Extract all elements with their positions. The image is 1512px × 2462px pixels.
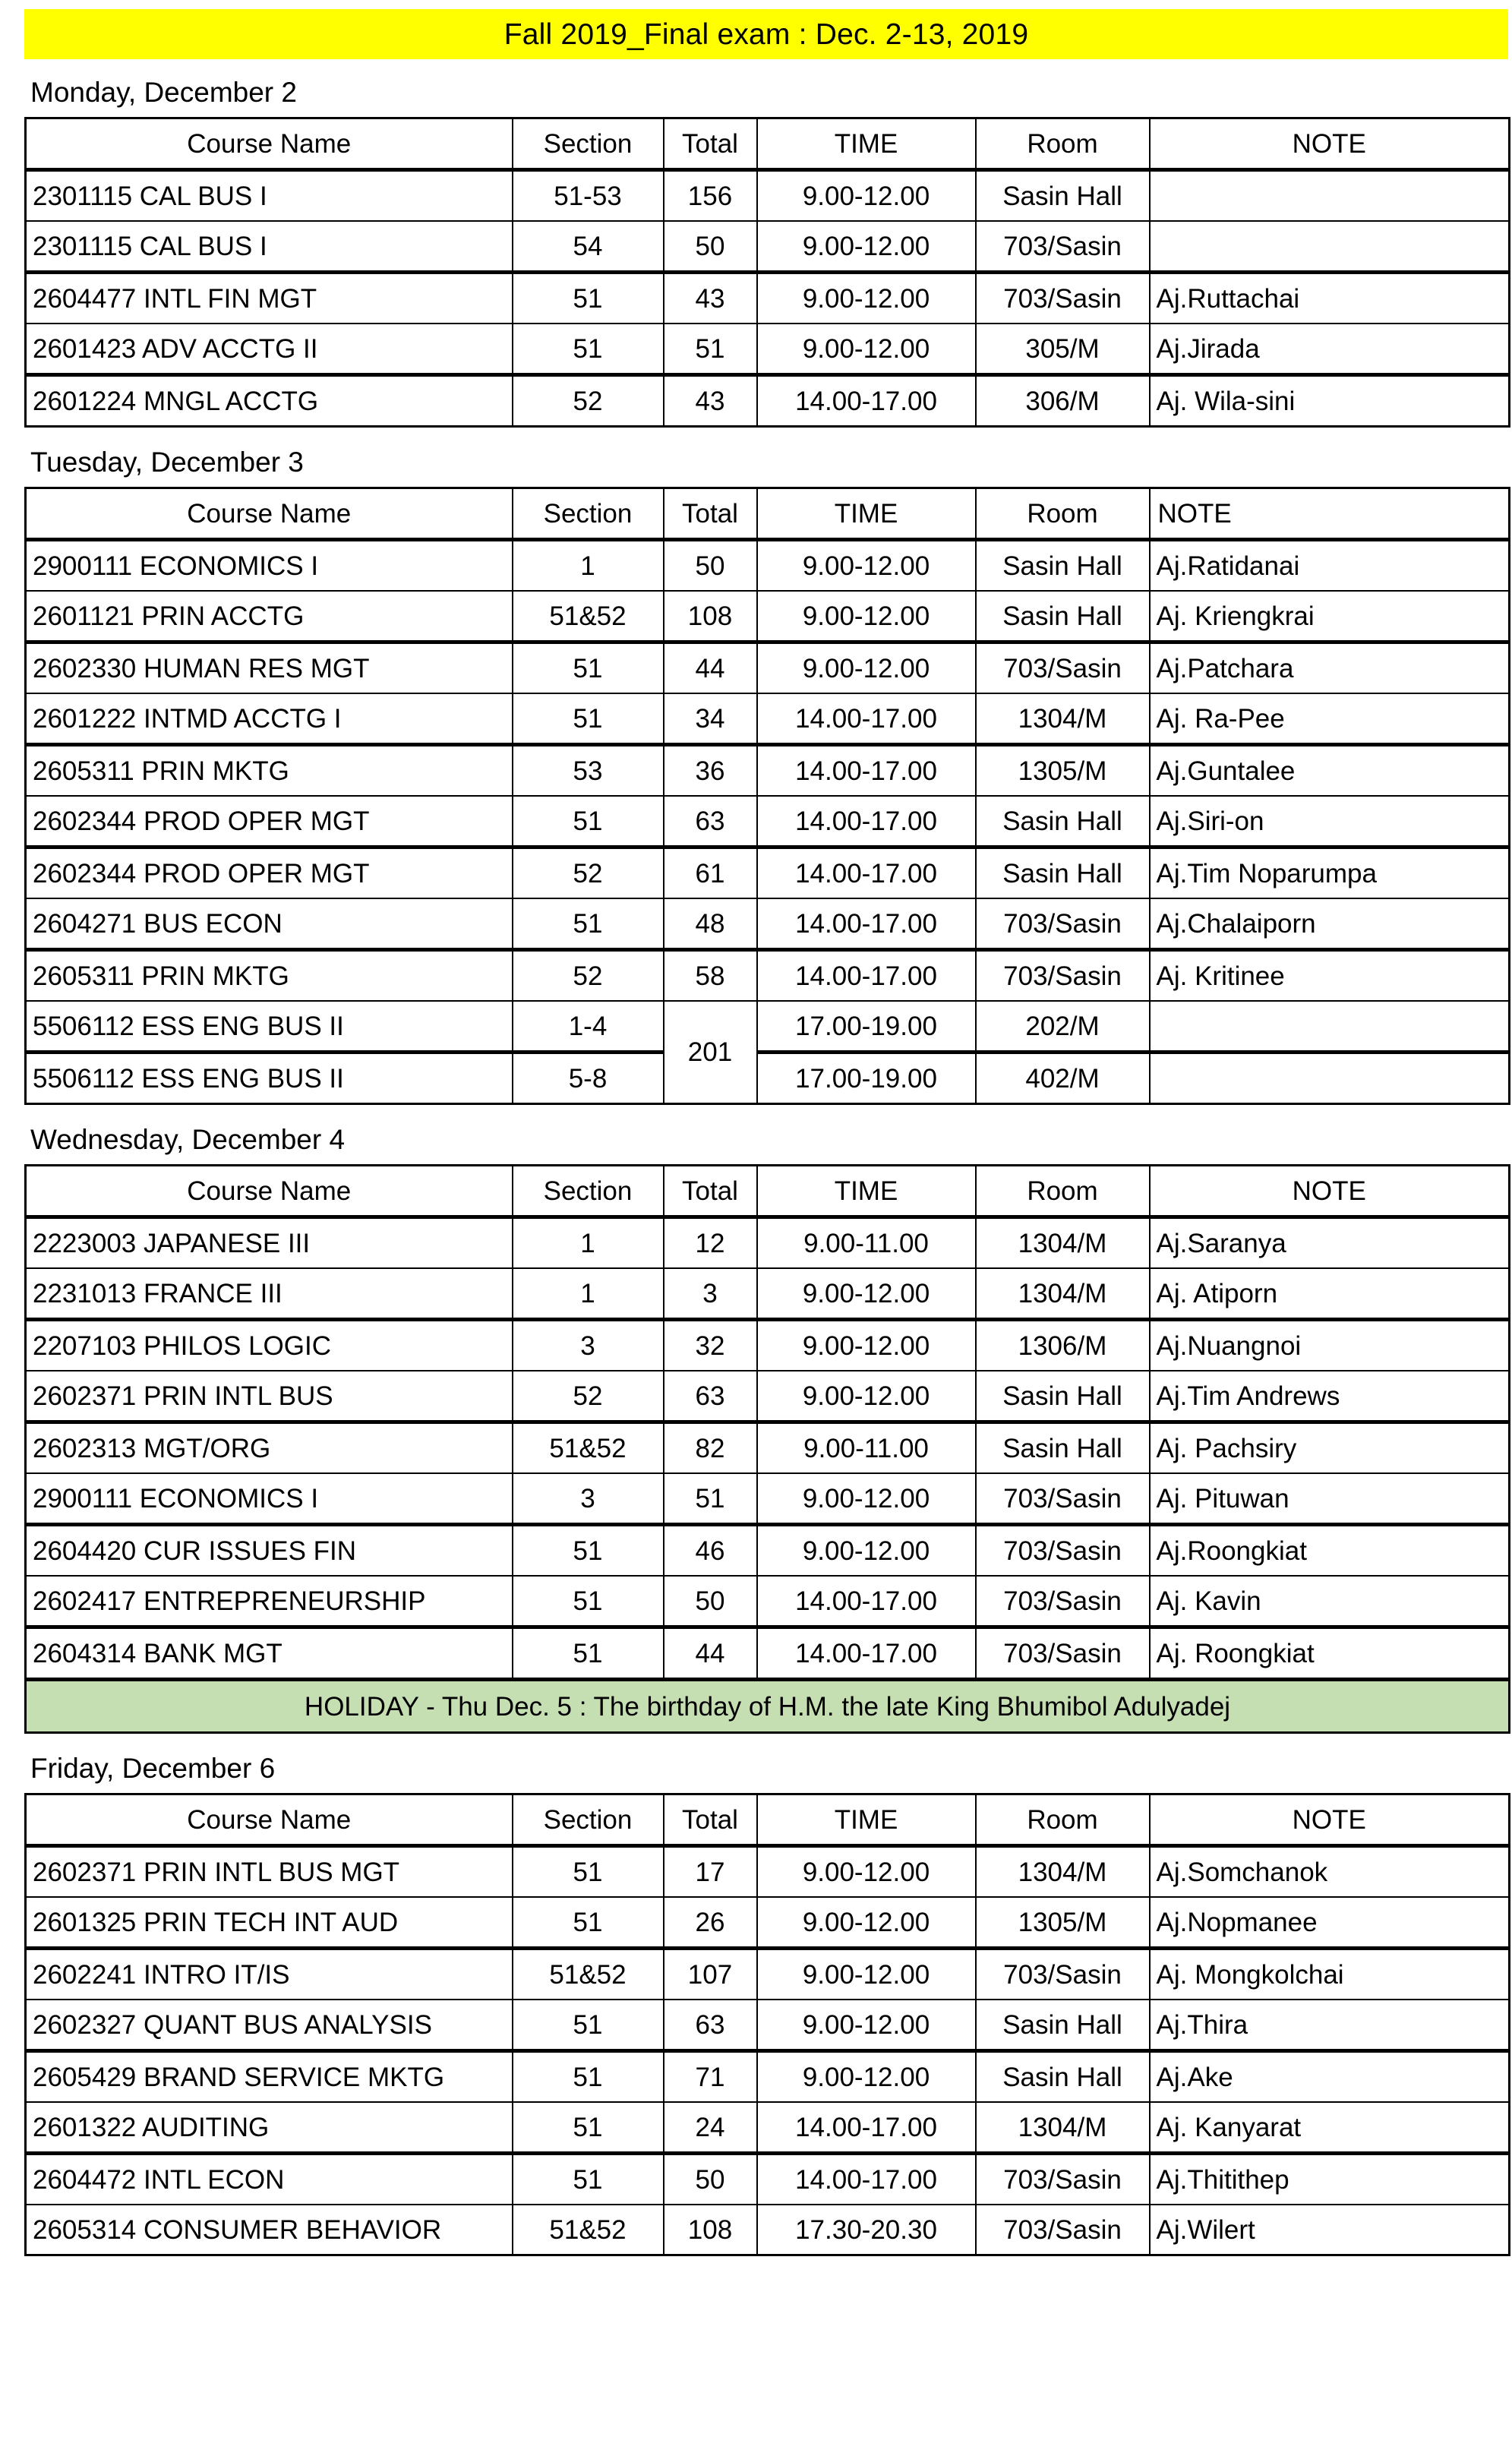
table-row [26, 591, 1510, 642]
cell-time: 9.00-12.00 [757, 1473, 976, 1525]
cell-note [1150, 1053, 1510, 1104]
cell-room: Sasin Hall [976, 2051, 1150, 2103]
cell-course: 2605311 PRIN MKTG [26, 950, 513, 1002]
table-row [26, 2102, 1510, 2154]
cell-total: 108 [664, 591, 757, 642]
document-title-banner [24, 9, 1508, 59]
cell-time: 9.00-12.00 [757, 642, 976, 694]
cell-total: 63 [664, 2000, 757, 2051]
cell-total: 43 [664, 273, 757, 324]
cell-total: 44 [664, 642, 757, 694]
cell-course: 5506112 ESS ENG BUS II [26, 1001, 513, 1053]
cell-note: Aj. Wila-sini [1150, 375, 1510, 427]
day-heading: Monday, December 2 [30, 77, 297, 108]
cell-note: Aj.Patchara [1150, 642, 1510, 694]
cell-section: 3 [513, 1473, 664, 1525]
cell-course: 2602344 PROD OPER MGT [26, 847, 513, 899]
cell-time: 14.00-17.00 [757, 1627, 976, 1680]
cell-time: 9.00-12.00 [757, 170, 976, 222]
cell-total: 43 [664, 375, 757, 427]
cell-course: 2602313 MGT/ORG [26, 1422, 513, 1474]
cell-note: Aj.Ake [1150, 2051, 1510, 2103]
cell-course: 2604477 INTL FIN MGT [26, 273, 513, 324]
cell-time: 14.00-17.00 [757, 898, 976, 950]
cell-time: 9.00-12.00 [757, 2051, 976, 2103]
cell-time: 9.00-12.00 [757, 2000, 976, 2051]
column-header-room: Room [976, 1794, 1150, 1846]
cell-section: 51 [513, 796, 664, 847]
cell-section: 51 [513, 1897, 664, 1949]
table-row [26, 796, 1510, 847]
cell-total: 58 [664, 950, 757, 1002]
cell-room: Sasin Hall [976, 2000, 1150, 2051]
column-header-total: Total [664, 118, 757, 170]
cell-section: 1 [513, 540, 664, 592]
table-row [26, 1473, 1510, 1525]
cell-course: 2601322 AUDITING [26, 2102, 513, 2154]
cell-time: 9.00-12.00 [757, 324, 976, 375]
cell-time: 14.00-17.00 [757, 375, 976, 427]
holiday-notice: HOLIDAY - Thu Dec. 5 : The birthday of H.M. the late King Bhumibol Adulyadej [26, 1680, 1510, 1733]
cell-room: 703/Sasin [976, 1473, 1150, 1525]
cell-course: 2223003 JAPANESE III [26, 1217, 513, 1269]
cell-total: 82 [664, 1422, 757, 1474]
cell-time: 17.30-20.30 [757, 2205, 976, 2255]
cell-room: Sasin Hall [976, 796, 1150, 847]
cell-total: 3 [664, 1268, 757, 1320]
column-header-note: NOTE [1150, 1166, 1510, 1217]
cell-course: 2301115 CAL BUS I [26, 170, 513, 222]
table-row [26, 375, 1510, 427]
cell-section: 51 [513, 1576, 664, 1627]
cell-total: 32 [664, 1320, 757, 1371]
cell-note: Aj.Ruttachai [1150, 273, 1510, 324]
table-row [26, 642, 1510, 694]
cell-time: 14.00-17.00 [757, 2102, 976, 2154]
cell-time: 14.00-17.00 [757, 847, 976, 899]
cell-room: 703/Sasin [976, 950, 1150, 1002]
column-header-total: Total [664, 1166, 757, 1217]
cell-time: 9.00-11.00 [757, 1217, 976, 1269]
cell-section: 54 [513, 221, 664, 273]
cell-total: 48 [664, 898, 757, 950]
cell-section: 51-53 [513, 170, 664, 222]
table-row [26, 1320, 1510, 1371]
cell-section: 3 [513, 1320, 664, 1371]
column-header-time: TIME [757, 488, 976, 540]
cell-room: Sasin Hall [976, 1422, 1150, 1474]
cell-room: 1304/M [976, 1846, 1150, 1898]
cell-time: 14.00-17.00 [757, 745, 976, 797]
cell-time: 17.00-19.00 [757, 1001, 976, 1053]
cell-section: 51 [513, 642, 664, 694]
cell-course: 2605429 BRAND SERVICE MKTG [26, 2051, 513, 2103]
column-header-room: Room [976, 118, 1150, 170]
cell-total: 61 [664, 847, 757, 899]
cell-course: 2601222 INTMD ACCTG I [26, 693, 513, 745]
table-row [26, 1897, 1510, 1949]
cell-time: 14.00-17.00 [757, 1576, 976, 1627]
cell-time: 9.00-12.00 [757, 1525, 976, 1577]
cell-room: 703/Sasin [976, 221, 1150, 273]
cell-room: Sasin Hall [976, 170, 1150, 222]
cell-time: 9.00-12.00 [757, 1268, 976, 1320]
cell-note: Aj.Tim Noparumpa [1150, 847, 1510, 899]
cell-time: 9.00-11.00 [757, 1422, 976, 1474]
table-row [26, 1846, 1510, 1898]
cell-note: Aj.Siri-on [1150, 796, 1510, 847]
cell-room: 703/Sasin [976, 1949, 1150, 2000]
column-header-room: Room [976, 488, 1150, 540]
cell-course: 2601224 MNGL ACCTG [26, 375, 513, 427]
cell-total: 12 [664, 1217, 757, 1269]
exam-schedule-table [24, 117, 1510, 428]
cell-note: Aj.Chalaiporn [1150, 898, 1510, 950]
cell-time: 9.00-12.00 [757, 1371, 976, 1422]
cell-note: Aj. Pachsiry [1150, 1422, 1510, 1474]
table-row [26, 847, 1510, 899]
cell-total: 26 [664, 1897, 757, 1949]
cell-note: Aj. Kriengkrai [1150, 591, 1510, 642]
cell-total: 50 [664, 1576, 757, 1627]
day-heading: Tuesday, December 3 [30, 447, 304, 478]
column-header-section: Section [513, 118, 664, 170]
cell-course: 2301115 CAL BUS I [26, 221, 513, 273]
cell-note: Aj.Nopmanee [1150, 1897, 1510, 1949]
cell-note: Aj. Mongkolchai [1150, 1949, 1510, 2000]
table-row [26, 1371, 1510, 1422]
document-title: Fall 2019_Final exam : Dec. 2-13, 2019 [503, 17, 1029, 51]
cell-course: 2602241 INTRO IT/IS [26, 1949, 513, 2000]
cell-section: 1 [513, 1217, 664, 1269]
cell-note: Aj. Pituwan [1150, 1473, 1510, 1525]
cell-total: 201 [664, 1001, 757, 1104]
exam-schedule-table [24, 1164, 1510, 1734]
cell-section: 1-4 [513, 1001, 664, 1053]
column-header-time: TIME [757, 1166, 976, 1217]
cell-course: 2601325 PRIN TECH INT AUD [26, 1897, 513, 1949]
cell-total: 156 [664, 170, 757, 222]
table-row [26, 898, 1510, 950]
column-header-course: Course Name [26, 118, 513, 170]
cell-note [1150, 221, 1510, 273]
table-row [26, 1525, 1510, 1577]
cell-note [1150, 1001, 1510, 1053]
cell-time: 14.00-17.00 [757, 2154, 976, 2205]
column-header-time: TIME [757, 118, 976, 170]
cell-course: 2604420 CUR ISSUES FIN [26, 1525, 513, 1577]
cell-course: 5506112 ESS ENG BUS II [26, 1053, 513, 1104]
table-row [26, 221, 1510, 273]
exam-schedule-table [24, 1793, 1510, 2256]
cell-note: Aj. Kritinee [1150, 950, 1510, 1002]
cell-time: 9.00-12.00 [757, 273, 976, 324]
cell-note [1150, 170, 1510, 222]
cell-note: Aj. Roongkiat [1150, 1627, 1510, 1680]
cell-time: 9.00-12.00 [757, 1949, 976, 2000]
table-row [26, 950, 1510, 1002]
cell-course: 2602327 QUANT BUS ANALYSIS [26, 2000, 513, 2051]
column-header-time: TIME [757, 1794, 976, 1846]
table-row [26, 2205, 1510, 2255]
cell-room: 1304/M [976, 2102, 1150, 2154]
table-row [26, 745, 1510, 797]
table-row [26, 1422, 1510, 1474]
table-row [26, 1001, 1510, 1053]
column-header-course: Course Name [26, 488, 513, 540]
cell-total: 63 [664, 796, 757, 847]
cell-time: 9.00-12.00 [757, 221, 976, 273]
cell-room: 1304/M [976, 693, 1150, 745]
cell-room: Sasin Hall [976, 540, 1150, 592]
exam-schedule-page [0, 9, 1512, 2462]
cell-section: 51 [513, 898, 664, 950]
cell-room: 703/Sasin [976, 2154, 1150, 2205]
table-row [26, 1268, 1510, 1320]
cell-room: 703/Sasin [976, 1627, 1150, 1680]
cell-note: Aj.Tim Andrews [1150, 1371, 1510, 1422]
cell-course: 2602344 PROD OPER MGT [26, 796, 513, 847]
cell-total: 107 [664, 1949, 757, 2000]
cell-room: Sasin Hall [976, 1371, 1150, 1422]
cell-course: 2605314 CONSUMER BEHAVIOR [26, 2205, 513, 2255]
column-header-total: Total [664, 488, 757, 540]
table-row [26, 540, 1510, 592]
cell-course: 2602371 PRIN INTL BUS [26, 1371, 513, 1422]
cell-note: Aj.Saranya [1150, 1217, 1510, 1269]
column-header-room: Room [976, 1166, 1150, 1217]
cell-section: 51 [513, 693, 664, 745]
exam-schedule-table [24, 487, 1510, 1105]
cell-section: 53 [513, 745, 664, 797]
table-row [26, 2051, 1510, 2103]
holiday-row [26, 1680, 1510, 1733]
cell-note: Aj.Thira [1150, 2000, 1510, 2051]
cell-time: 9.00-12.00 [757, 591, 976, 642]
column-header-section: Section [513, 1794, 664, 1846]
cell-room: 305/M [976, 324, 1150, 375]
day-heading: Wednesday, December 4 [30, 1124, 346, 1155]
cell-course: 2605311 PRIN MKTG [26, 745, 513, 797]
cell-course: 2900111 ECONOMICS I [26, 540, 513, 592]
cell-time: 14.00-17.00 [757, 950, 976, 1002]
day-heading: Friday, December 6 [30, 1753, 276, 1784]
cell-section: 51 [513, 273, 664, 324]
cell-section: 51 [513, 324, 664, 375]
cell-course: 2231013 FRANCE III [26, 1268, 513, 1320]
cell-room: 402/M [976, 1053, 1150, 1104]
cell-total: 24 [664, 2102, 757, 2154]
cell-total: 50 [664, 2154, 757, 2205]
cell-section: 1 [513, 1268, 664, 1320]
cell-section: 5-8 [513, 1053, 664, 1104]
cell-section: 51 [513, 2051, 664, 2103]
cell-time: 14.00-17.00 [757, 693, 976, 745]
cell-section: 51&52 [513, 1422, 664, 1474]
cell-total: 51 [664, 1473, 757, 1525]
cell-note: Aj.Thitithep [1150, 2154, 1510, 2205]
cell-room: 1305/M [976, 745, 1150, 797]
table-row [26, 693, 1510, 745]
cell-note: Aj.Jirada [1150, 324, 1510, 375]
cell-note: Aj.Ratidanai [1150, 540, 1510, 592]
column-header-course: Course Name [26, 1166, 513, 1217]
cell-note: Aj.Somchanok [1150, 1846, 1510, 1898]
cell-room: 703/Sasin [976, 1576, 1150, 1627]
cell-time: 9.00-12.00 [757, 540, 976, 592]
table-row [26, 1053, 1510, 1104]
column-header-note: NOTE [1150, 1794, 1510, 1846]
cell-note: Aj. Kanyarat [1150, 2102, 1510, 2154]
cell-total: 50 [664, 221, 757, 273]
table-row [26, 1576, 1510, 1627]
column-header-total: Total [664, 1794, 757, 1846]
cell-time: 9.00-12.00 [757, 1897, 976, 1949]
cell-course: 2602371 PRIN INTL BUS MGT [26, 1846, 513, 1898]
cell-time: 14.00-17.00 [757, 796, 976, 847]
cell-room: 703/Sasin [976, 898, 1150, 950]
cell-course: 2602330 HUMAN RES MGT [26, 642, 513, 694]
cell-course: 2602417 ENTREPRENEURSHIP [26, 1576, 513, 1627]
cell-course: 2604271 BUS ECON [26, 898, 513, 950]
column-header-section: Section [513, 488, 664, 540]
cell-course: 2604472 INTL ECON [26, 2154, 513, 2205]
cell-time: 17.00-19.00 [757, 1053, 976, 1104]
table-row [26, 1949, 1510, 2000]
table-row [26, 2000, 1510, 2051]
day-sections-container [24, 78, 1488, 2256]
cell-section: 51&52 [513, 591, 664, 642]
cell-section: 52 [513, 1371, 664, 1422]
cell-note: Aj.Nuangnoi [1150, 1320, 1510, 1371]
cell-note: Aj. Ra-Pee [1150, 693, 1510, 745]
cell-course: 2207103 PHILOS LOGIC [26, 1320, 513, 1371]
table-row [26, 1627, 1510, 1680]
cell-total: 17 [664, 1846, 757, 1898]
column-header-course: Course Name [26, 1794, 513, 1846]
cell-room: 703/Sasin [976, 2205, 1150, 2255]
cell-total: 51 [664, 324, 757, 375]
cell-total: 36 [664, 745, 757, 797]
cell-note: Aj. Kavin [1150, 1576, 1510, 1627]
cell-time: 9.00-12.00 [757, 1846, 976, 1898]
cell-room: 306/M [976, 375, 1150, 427]
cell-course: 2604314 BANK MGT [26, 1627, 513, 1680]
cell-room: 1304/M [976, 1217, 1150, 1269]
cell-course: 2601121 PRIN ACCTG [26, 591, 513, 642]
cell-room: 1306/M [976, 1320, 1150, 1371]
cell-section: 51 [513, 2000, 664, 2051]
table-row [26, 170, 1510, 222]
table-row [26, 2154, 1510, 2205]
column-header-note: NOTE [1150, 118, 1510, 170]
cell-room: 1304/M [976, 1268, 1150, 1320]
cell-section: 51&52 [513, 1949, 664, 2000]
cell-section: 52 [513, 847, 664, 899]
cell-total: 71 [664, 2051, 757, 2103]
table-row [26, 273, 1510, 324]
table-row [26, 1217, 1510, 1269]
cell-room: Sasin Hall [976, 847, 1150, 899]
cell-room: 202/M [976, 1001, 1150, 1053]
cell-section: 51 [513, 2154, 664, 2205]
cell-room: 703/Sasin [976, 1525, 1150, 1577]
cell-course: 2601423 ADV ACCTG II [26, 324, 513, 375]
cell-section: 52 [513, 375, 664, 427]
cell-section: 52 [513, 950, 664, 1002]
cell-total: 108 [664, 2205, 757, 2255]
cell-room: 703/Sasin [976, 642, 1150, 694]
cell-time: 9.00-12.00 [757, 1320, 976, 1371]
cell-note: Aj.Wilert [1150, 2205, 1510, 2255]
cell-room: Sasin Hall [976, 591, 1150, 642]
cell-total: 34 [664, 693, 757, 745]
cell-section: 51 [513, 1846, 664, 1898]
cell-section: 51 [513, 1525, 664, 1577]
cell-total: 44 [664, 1627, 757, 1680]
cell-total: 50 [664, 540, 757, 592]
cell-note: Aj.Roongkiat [1150, 1525, 1510, 1577]
cell-total: 63 [664, 1371, 757, 1422]
table-row [26, 324, 1510, 375]
cell-section: 51&52 [513, 2205, 664, 2255]
column-header-note: NOTE [1150, 488, 1510, 540]
cell-note: Aj. Atiporn [1150, 1268, 1510, 1320]
cell-room: 1305/M [976, 1897, 1150, 1949]
cell-room: 703/Sasin [976, 273, 1150, 324]
cell-section: 51 [513, 1627, 664, 1680]
cell-course: 2900111 ECONOMICS I [26, 1473, 513, 1525]
column-header-section: Section [513, 1166, 664, 1217]
cell-note: Aj.Guntalee [1150, 745, 1510, 797]
cell-section: 51 [513, 2102, 664, 2154]
cell-total: 46 [664, 1525, 757, 1577]
